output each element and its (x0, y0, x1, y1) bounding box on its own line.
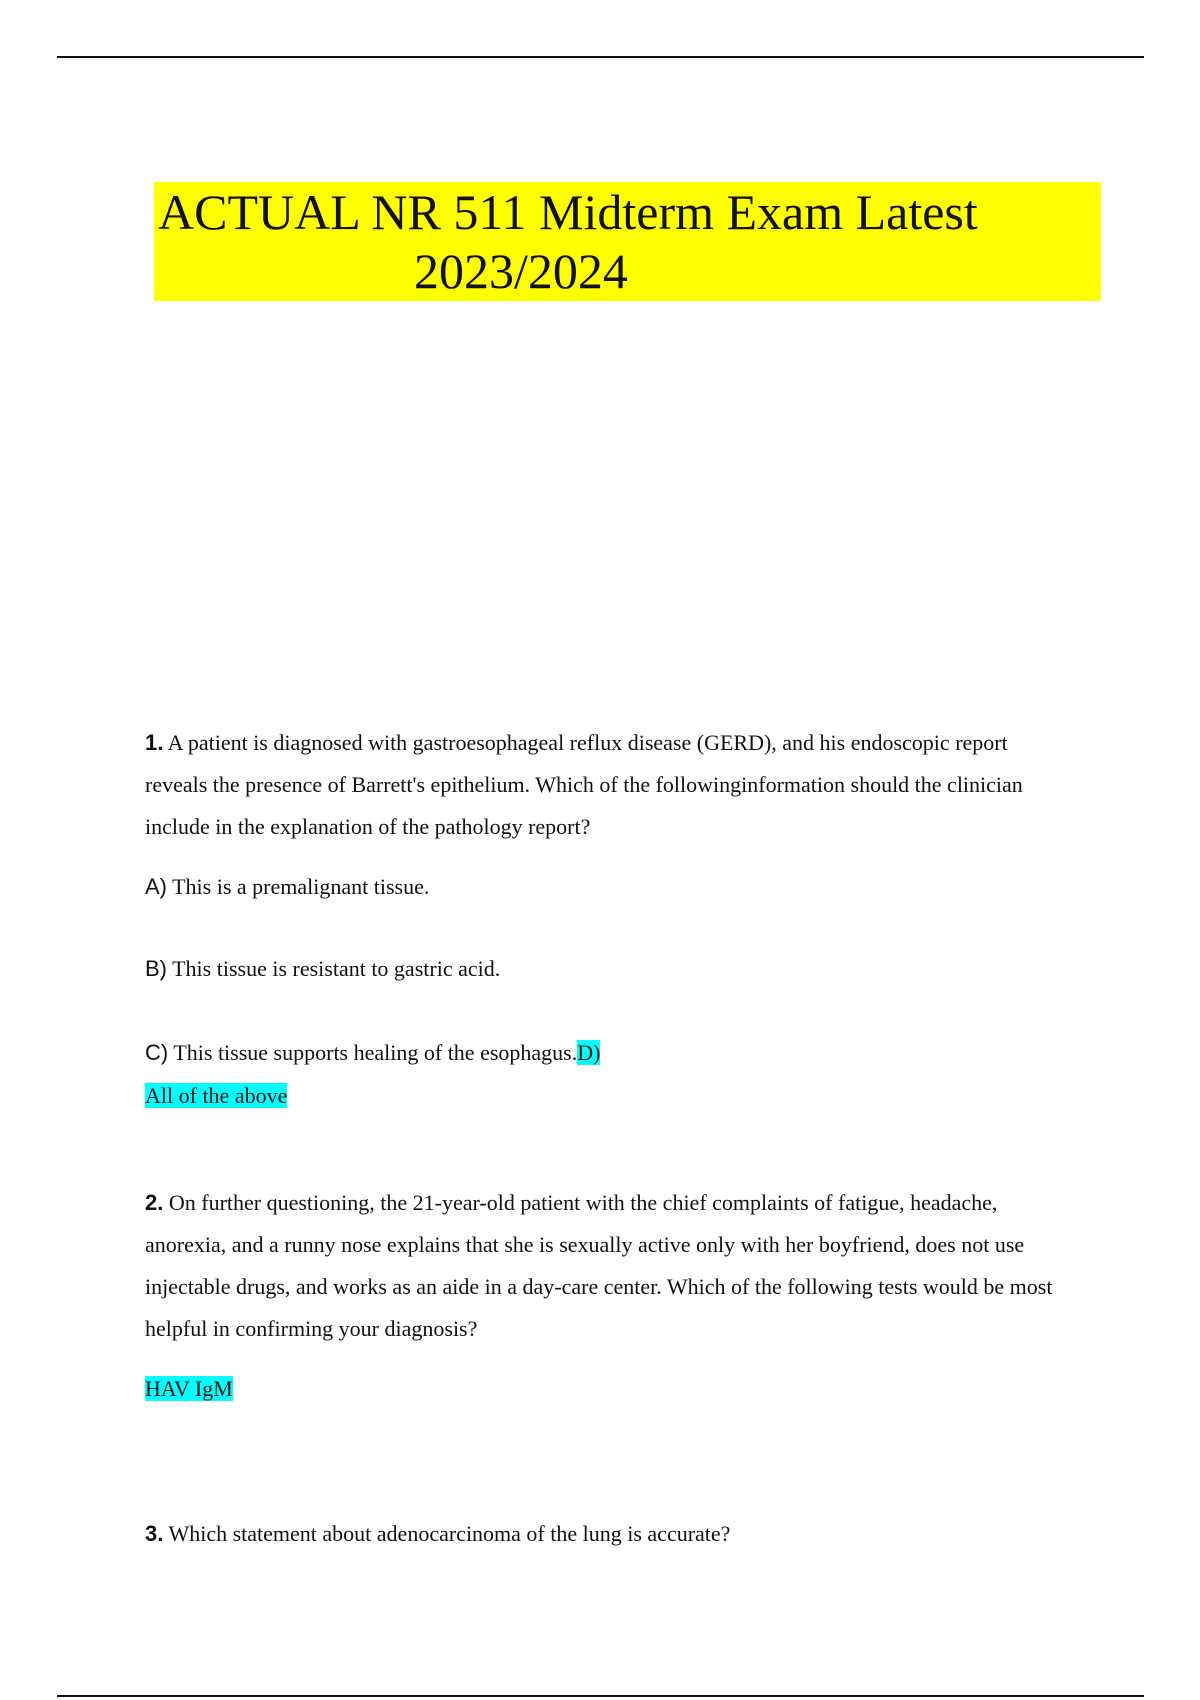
question-1-text: A patient is diagnosed with gastroesophageal reflux disease (GERD), and his endoscopic report reveals the presence of Barrett's epithelium. Which of the followinginformation should the clinician include in the explanation of the pathology report? (145, 730, 1023, 839)
question-3-text: Which statement about adenocarcinoma of the lung is accurate? (168, 1521, 731, 1546)
question-1-option-b (145, 954, 500, 984)
answer-text-highlight: All of the above (145, 1083, 288, 1108)
option-c-letter: C) (145, 1040, 169, 1065)
title-line-2: 2023/2024 (414, 243, 628, 299)
question-3 (145, 1513, 1075, 1555)
option-b-text: This tissue is resistant to gastric acid. (172, 956, 501, 981)
question-2-answer-highlight: HAV IgM (145, 1376, 233, 1401)
answer-letter-highlight: D) (577, 1040, 601, 1065)
question-1-number: 1. (145, 730, 164, 755)
question-1-option-c (145, 1038, 600, 1068)
question-1-option-a (145, 872, 429, 902)
question-3-number: 3. (145, 1521, 164, 1546)
option-a-text: This is a premalignant tissue. (172, 874, 430, 899)
question-2-text: On further questioning, the 21-year-old patient with the chief complaints of fatigue, headache, anorexia, and a runny nose explains that she is sexually active only with her boyfriend, does not use injectable drugs, and works as an aide in a day-care center. Which of the following tests would be most helpful in confirming your diagnosis? (145, 1190, 1053, 1341)
question-1-answer (145, 1081, 287, 1111)
question-2-number: 2. (145, 1190, 164, 1215)
bottom-rule (57, 1695, 1144, 1697)
option-a-letter: A) (145, 874, 167, 899)
question-1 (145, 722, 1075, 848)
title-banner (154, 182, 1101, 301)
option-c-text: This tissue supports healing of the esophagus. (173, 1040, 578, 1065)
option-b-letter: B) (145, 956, 167, 981)
title-line-1: ACTUAL NR 511 Midterm Exam Latest (158, 184, 978, 240)
question-2-answer (145, 1374, 233, 1404)
question-2 (145, 1182, 1075, 1350)
top-rule (57, 56, 1144, 58)
